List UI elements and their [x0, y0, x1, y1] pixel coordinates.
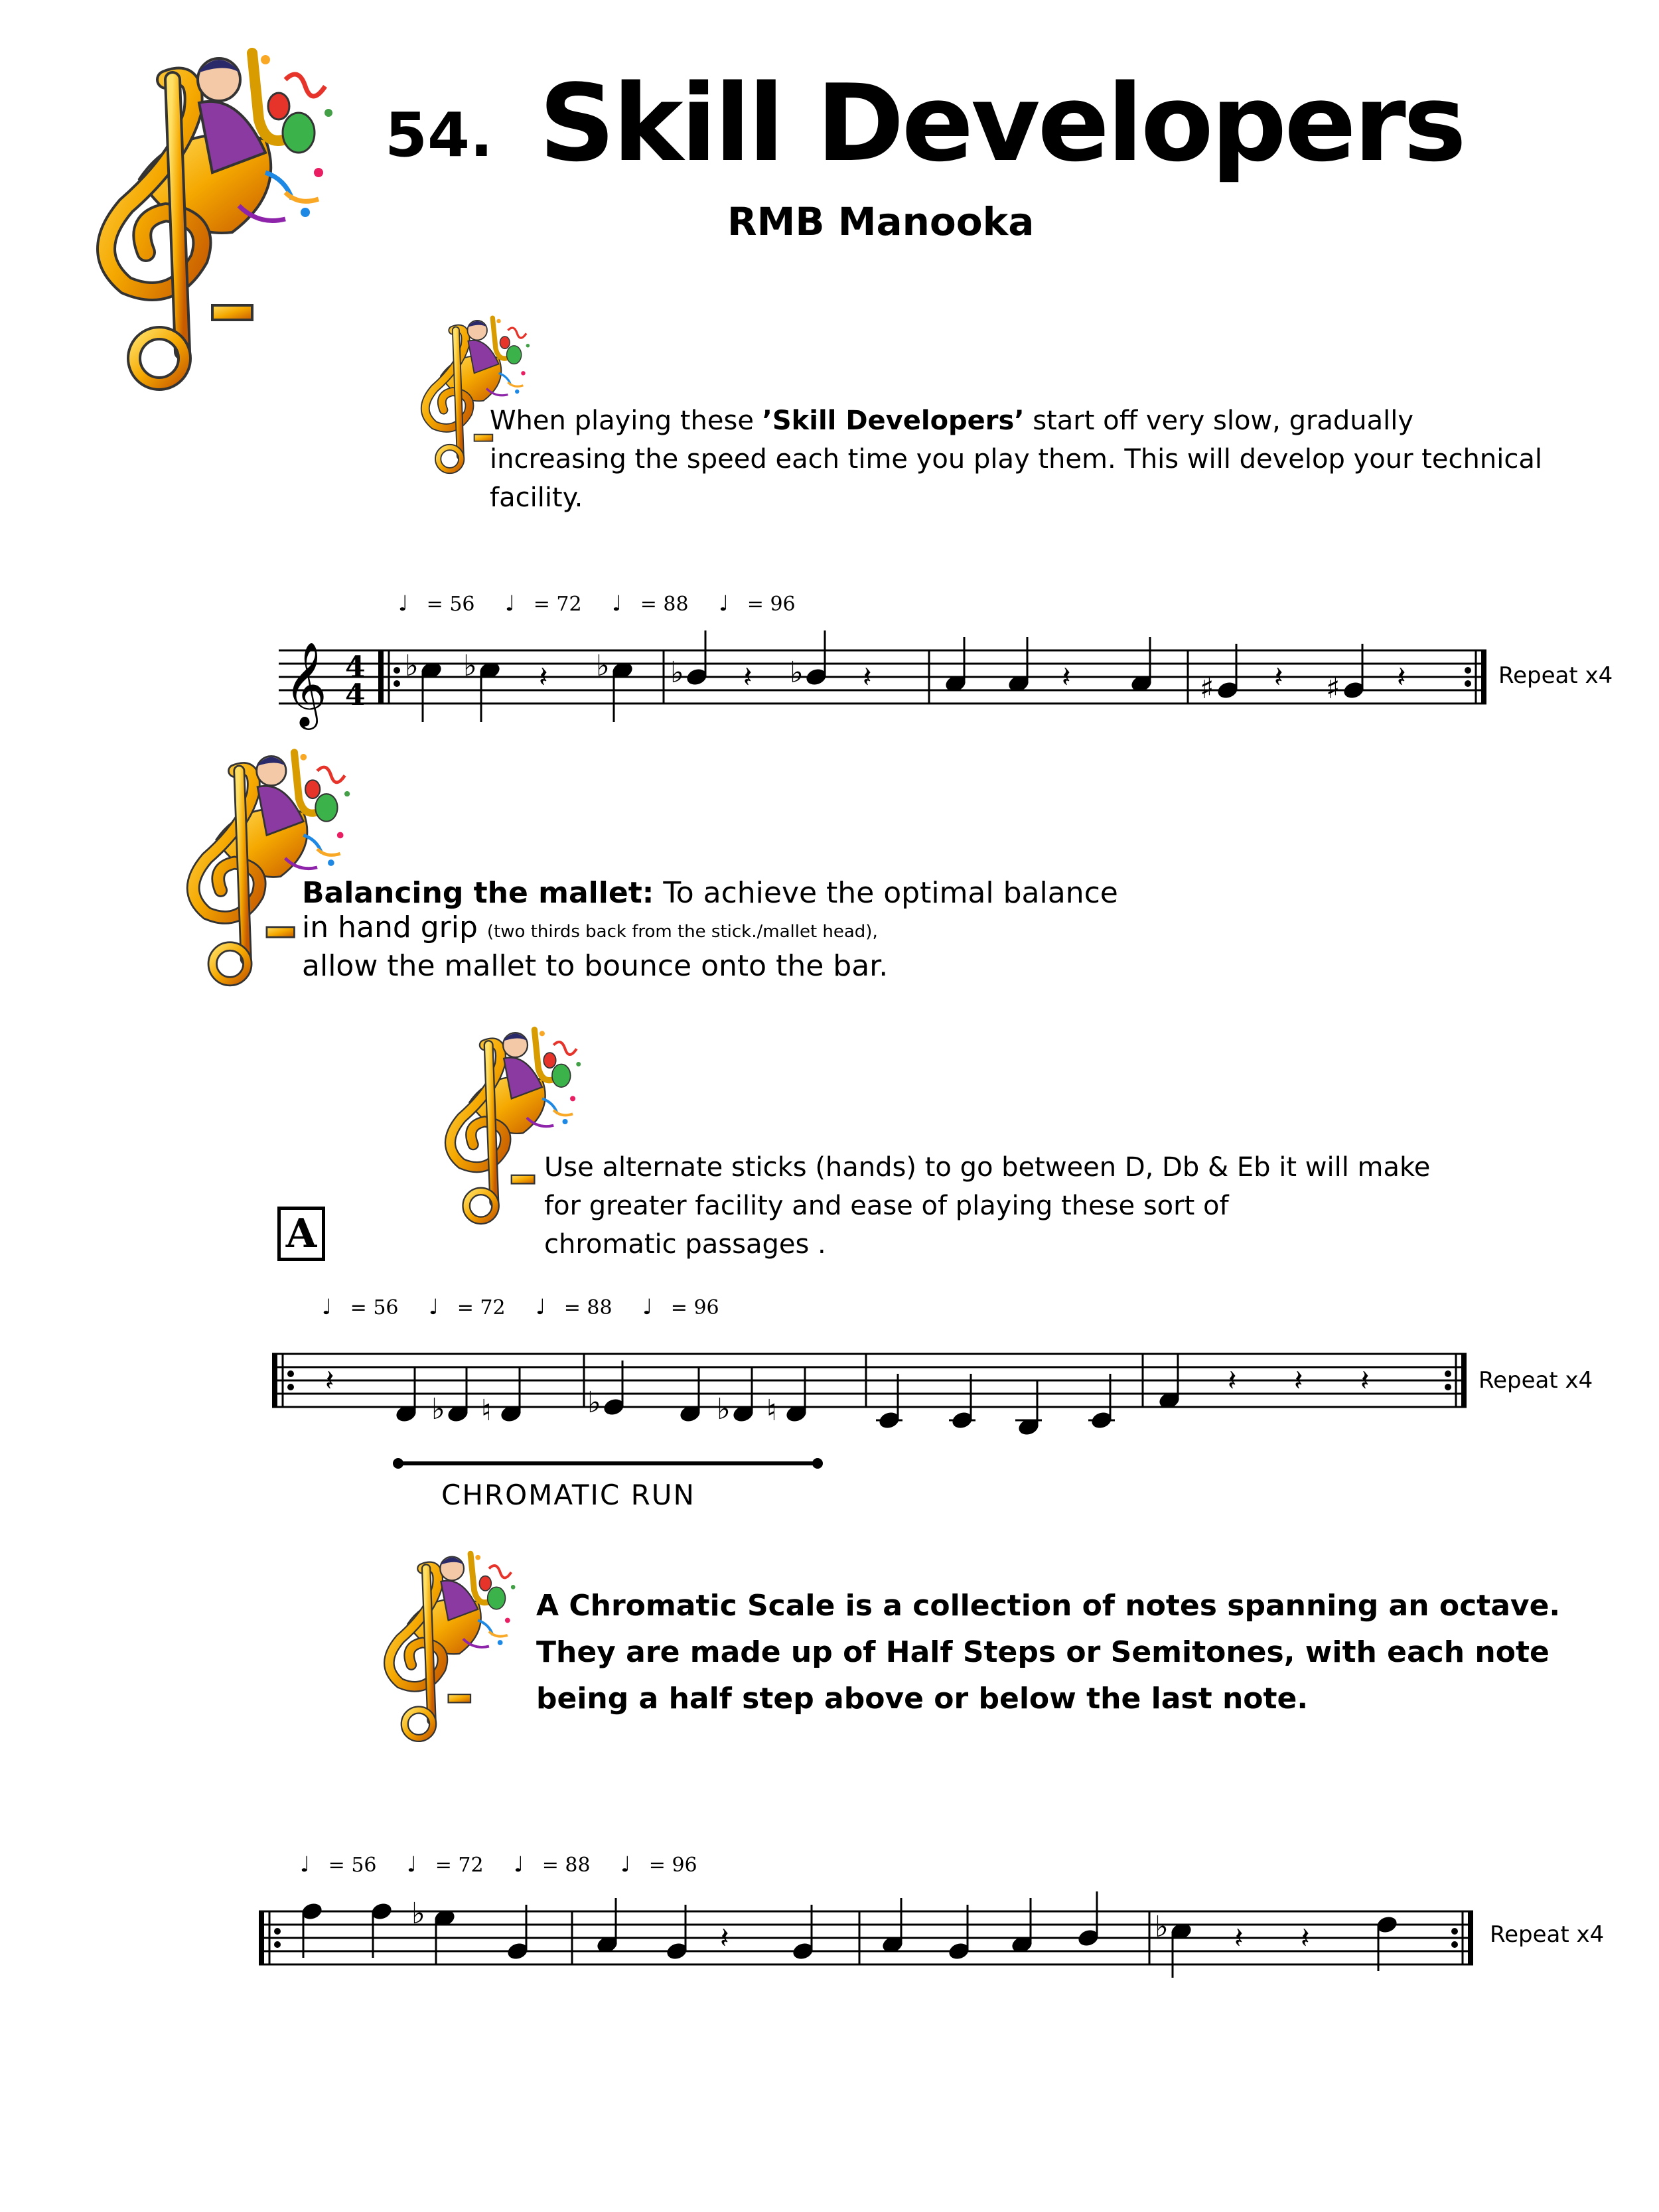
tempo-mark: ♩ = 88 [536, 1294, 613, 1319]
staff-exercise-3 [252, 1885, 1480, 2018]
tempo-mark: ♩ = 56 [398, 591, 475, 616]
svg-text:♭: ♭ [411, 1897, 425, 1931]
repeat-instruction: Repeat x4 [1498, 662, 1613, 689]
time-signature-bottom: 4 [345, 678, 366, 712]
staff-exercise-2 [265, 1327, 1486, 1487]
svg-text:𝄽: 𝄽 [539, 660, 548, 694]
tempo-mark: ♩ = 72 [407, 1852, 484, 1877]
svg-text:♭: ♭ [1155, 1910, 1169, 1944]
page-subtitle: RMB Manooka [727, 199, 1035, 244]
page-title: Skill Developers [539, 61, 1464, 185]
svg-text:♭: ♭ [717, 1392, 731, 1426]
svg-text:♯: ♯ [1200, 672, 1214, 705]
svg-text:𝄽: 𝄽 [1301, 1921, 1310, 1955]
treble-clef-trumpet-mascot-icon [60, 40, 352, 385]
tempo-mark: ♩ = 72 [505, 591, 582, 616]
time-signature-top: 4 [345, 650, 366, 684]
svg-text:♮: ♮ [481, 1394, 492, 1428]
svg-text:♭: ♭ [405, 649, 419, 683]
svg-text:𝄽: 𝄽 [720, 1921, 729, 1955]
svg-text:𝄽: 𝄽 [1062, 660, 1071, 694]
svg-text:♭: ♭ [790, 656, 804, 690]
svg-text:♭: ♭ [587, 1386, 601, 1420]
tempo-marks [300, 1852, 721, 1877]
tempo-mark: ♩ = 56 [322, 1294, 399, 1319]
treble-clef-trumpet-mascot-icon [358, 1546, 531, 1739]
tempo-mark: ♩ = 72 [429, 1294, 506, 1319]
tempo-mark: ♩ = 96 [719, 591, 796, 616]
chromatic-scale-definition: A Chromatic Scale is a collection of notes spanning an octave. They are made up of Half Steps or Semitones, with each note being a half step above or below the last note. [536, 1589, 1561, 1716]
tempo-mark: ♩ = 96 [620, 1852, 697, 1877]
tempo-mark: ♩ = 56 [300, 1852, 377, 1877]
repeat-instruction: Repeat x4 [1479, 1367, 1593, 1394]
balancing-text: Balancing the mallet: To achieve the optimal balance in hand grip (two thirds back from the stick./mallet head), allow the mallet to bounce onto the bar. [302, 876, 1118, 983]
repeat-instruction: Repeat x4 [1490, 1921, 1605, 1948]
svg-text:𝄽: 𝄽 [863, 660, 872, 694]
svg-text:𝄽: 𝄽 [1228, 1364, 1237, 1398]
svg-text:♭: ♭ [463, 649, 477, 683]
svg-text:♮: ♮ [766, 1394, 777, 1428]
svg-text:𝄽: 𝄽 [1294, 1364, 1303, 1398]
tempo-marks [398, 591, 820, 616]
svg-text:♭: ♭ [670, 656, 684, 690]
intro-text: When playing these ’Skill Developers’ start off very slow, gradually increasing the speed each time you play them. This will develop your technical facility. [490, 406, 1542, 513]
tempo-mark: ♩ = 88 [514, 1852, 591, 1877]
piece-number: 54. [385, 100, 493, 171]
svg-text:𝄽: 𝄽 [1234, 1921, 1244, 1955]
svg-text:𝄽: 𝄽 [1360, 1364, 1370, 1398]
svg-text:𝄽: 𝄽 [1397, 660, 1406, 694]
svg-text:𝄽: 𝄽 [1274, 660, 1283, 694]
svg-text:♭: ♭ [431, 1392, 445, 1426]
svg-text:𝄽: 𝄽 [325, 1364, 334, 1398]
svg-text:♯: ♯ [1326, 672, 1340, 705]
staff-exercise-1 [265, 624, 1506, 743]
alternate-sticks-text: Use alternate sticks (hands) to go between D, Db & Eb it will make for greater facility and ease of playing these sort of chromatic passages . [544, 1152, 1431, 1260]
tempo-marks [322, 1294, 743, 1319]
tempo-mark: ♩ = 88 [612, 591, 689, 616]
chromatic-run-label: CHROMATIC RUN [441, 1479, 695, 1511]
svg-text:𝄽: 𝄽 [743, 660, 753, 694]
rehearsal-mark: A [277, 1207, 325, 1261]
treble-clef-symbol: 𝄞 [284, 641, 328, 726]
svg-text:♭: ♭ [596, 649, 610, 683]
tempo-mark: ♩ = 96 [642, 1294, 719, 1319]
